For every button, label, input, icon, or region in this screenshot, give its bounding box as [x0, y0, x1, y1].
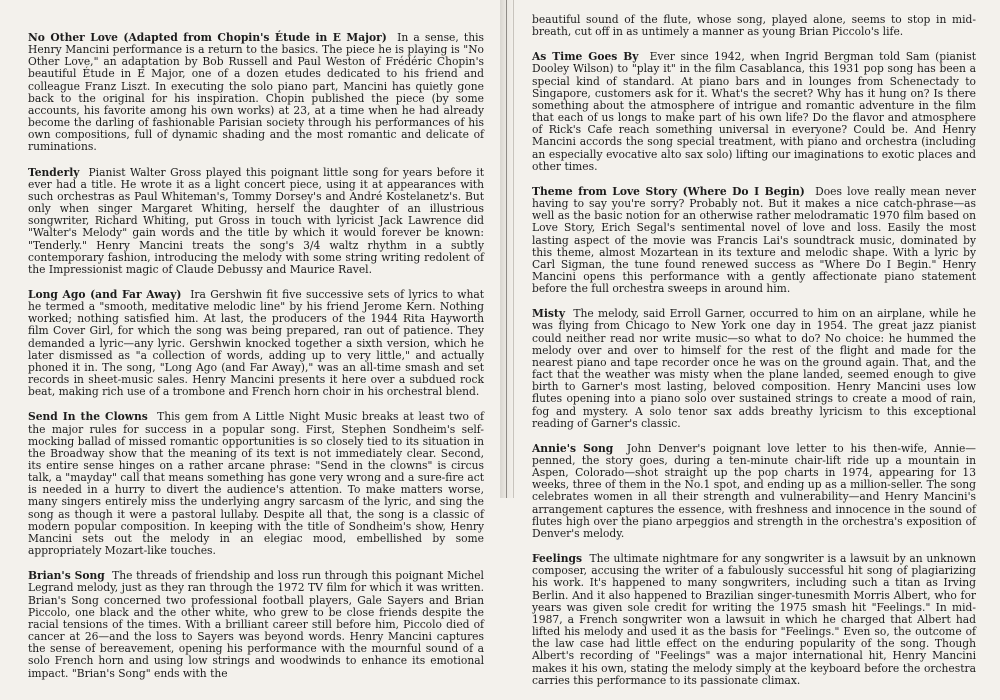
- fold-line: [513, 0, 514, 498]
- song-entry-as-time-goes-by: [532, 51, 976, 173]
- song-notes: This gem from A Little Night Music breaks at least two of the major rules for success in a popular song. First, Stephen Sondheim's self-mocking ballad of missed romantic opportunities is so closely tied to its situation in the Broadway show that the meaning of its text is not immediately clear. Second, its entire sense hinges on a rather arcane phrase: "Send in the clowns" is circus talk, a "mayday" call that means something has gone very wrong and a sure-fire act is needed in a hurry to divert the audience's attention. To make matters worse, many singers entirely miss the underlying angry sarcasm of the lyric, and sing the song as though it were a pastoral lullaby. Despite all that, the song is a classic of modern popular composition. In keeping with the title of Sondheim's show, Henry Mancini sets out the melody in an elegiac mood, embellished by some appropriately Mozart-like touches.: [28, 410, 484, 558]
- song-title: As Time Goes By: [532, 50, 639, 64]
- song-entry-brians-song-continued: [532, 14, 976, 38]
- song-entry-long-ago: [28, 289, 484, 398]
- song-notes: The threads of friendship and loss run through this poignant Michel Legrand melody, just as they ran through the 1972 TV film for which it was written. Brian's Song concerned two professional football players, Gale Sayers and Brian Piccolo, one black and the other white, who grew to be close friends despite the racial tensions of the times. With a brilliant career still before him, Piccolo died of cancer at 26—and the loss to Sayers was beyond words. Henry Mancini captures the sense of bereavement, opening his performance with the mournful sound of a solo French horn and using low strings and woodwinds to enhance its emotional impact. "Brian's Song" ends with the: [28, 569, 484, 680]
- song-title: Theme from Love Story (Where Do I Begin): [532, 184, 805, 198]
- song-notes: Pianist Walter Gross played this poignant little song for years before it ever had a title. He wrote it as a light concert piece, using it at appearances with such orchestras as Paul Whiteman's, Tommy Dorsey's and André Kostelanetz's. But only when singer Margaret Whiting, herself the daughter of an illustrious songwriter, Richard Whiting, put Gross in touch with lyricist Jack Lawrence did "Walter's Melody" gain words and the title by which it would forever be known: "Tenderly." Henry Mancini treats the song's 3/4 waltz rhythm in a subtly contemporary fashion, introducing the melody with some string writing redolent of the Impressionist magic of Claude Debussy and Maurice Ravel.: [28, 165, 484, 276]
- song-entry-annies-song: [532, 443, 976, 540]
- song-title: Long Ago (and Far Away): [28, 287, 182, 301]
- song-entry-misty: [532, 308, 976, 430]
- song-title: Feelings: [532, 552, 582, 566]
- song-entry-love-story: [532, 186, 976, 295]
- song-title: Annie's Song: [532, 441, 614, 455]
- right-page: [532, 14, 976, 700]
- song-notes: Ever since 1942, when Ingrid Bergman told Sam (pianist Dooley Wilson) to "play it" in the film Casablanca, this 1931 pop song has been a special kind of standard. At piano bars and in lounges from Schenectady to Singapore, customers ask for it. What's the secret? Why has it hung on? Is there something about the atmosphere of intrigue and romantic adventure in the film that each of us longs to make part of his own life? Do the flavor and atmosphere of Rick's Cafe reach something universal in everyone? Could be. And Henry Mancini accords the song special treatment, with piano and orchestra (including an especially evocative alto sax solo) lifting our imaginations to exotic places and other times.: [532, 50, 976, 173]
- song-entry-no-other-love: [28, 32, 484, 154]
- song-entry-tenderly: [28, 167, 484, 276]
- song-title: Misty: [532, 307, 566, 321]
- song-entry-send-in-the-clowns: [28, 411, 484, 557]
- song-notes: The ultimate nightmare for any songwriter is a lawsuit by an unknown composer, accusing the writer of a fabulously successful hit song of plagiarizing his work. It's happened to many songwriters, including such a titan as Irving Berlin. And it also happened to Brazilian singer-tunesmith Morris Albert, who for years was given sole credit for writing the 1975 smash hit "Feelings." In mid-1987, a French songwriter won a lawsuit in which he charged that Albert had lifted his melody and used it as the basis for "Feelings." Even so, the outcome of the law case had little effect on the enduring popularity of the song. Though Albert's recording of "Feelings" was a major international hit, Henry Mancini makes it his own, stating the melody simply at the keyboard before the orchestra carries this performance to its passionate climax.: [532, 552, 976, 687]
- song-notes: John Denver's poignant love letter to his then-wife, Annie—penned, the story goes, during a ten-minute chair-lift ride up a mountain in Aspen, Colorado—shot straight up the pop charts in 1974, appearing for 13 weeks, three of them in the No.1 spot, and ending up as a million-seller. The song celebrates women in all their strength and vulnerability—and Henry Mancini's arrangement captures the essence, with freshness and innocence in the sound of flutes high over the piano arpeggios and strength in the orchestra's exposition of Denver's melody.: [532, 441, 976, 540]
- song-notes: In a sense, this Henry Mancini performance is a return to the basics. The piece he is playing is "No Other Love," an adaptation by Bob Russell and Paul Weston of Frédéric Chopin's beautiful Étude in E Major, one of a dozen etudes dedicated to his friend and colleague Franz Liszt. In executing the solo piano part, Mancini has quietly gone back to the original for his inspiration. Chopin published the piece (by some accounts, his favorite among his own works) at 23, at a time when he had already become the darling of fashionable Parisian society through his performances of his own compositions, full of dynamic shading and the most romantic and delicate of ruminations.: [28, 31, 485, 154]
- song-title: Send In the Clowns: [28, 410, 148, 424]
- song-entry-brians-song: [28, 570, 484, 679]
- song-title: Tenderly: [28, 165, 80, 179]
- page-fold: [500, 0, 514, 498]
- song-notes: The melody, said Erroll Garner, occurred to him on an airplane, while he was flying from Chicago to New York one day in 1954. The great jazz pianist could neither read nor write music—so what to do? No choice: he hummed the melody over and over to himself for the rest of the flight and made for the nearest piano and tape recorder once he was on the ground again. That, and the fact that the weather was misty when the plane landed, seemed enough to give birth to Garner's most lasting, beloved composition. Henry Mancini uses low flutes opening into a piano solo over sustained strings to create a mood of rain, fog and mystery. A solo tenor sax adds breathy lyricism to this exceptional reading of Garner's classic.: [532, 307, 976, 430]
- song-notes: beautiful sound of the flute, whose song, played alone, seems to stop in mid-breath, cut off in as untimely a manner as young Brian Piccolo's life.: [532, 13, 976, 39]
- fold-line: [506, 0, 507, 498]
- song-title: No Other Love (Adapted from Chopin's Étude in E Major): [28, 31, 387, 44]
- song-title: Brian's Song: [28, 569, 105, 583]
- left-page: [28, 32, 484, 693]
- song-notes: Does love really mean never having to say you're sorry? Probably not. But it makes a nice catch-phrase—as well as the basic notion for an otherwise rather melodramatic 1970 film based on Love Story, Erich Segal's sentimental novel of love and loss. Easily the most lasting aspect of the movie was Francis Lai's soundtrack music, dominated by this theme, almost Mozartean in its texture and melodic shape. With a lyric by Carl Sigman, the tune found renewed success as "Where Do I Begin." Henry Mancini opens this performance with a gently affectionate piano statement before the full orchestra sweeps in around him.: [532, 184, 976, 296]
- song-notes: Ira Gershwin fit five successive sets of lyrics to what he termed a "smooth, meditative melodic line" by his friend Jerome Kern. Nothing worked; nothing satisfied him. At last, the producers of the 1944 Rita Hayworth film Cover Girl, for which the song was being prepared, ran out of patience. They demanded a lyric—any lyric. Gershwin knocked together a sixth version, which he later dismissed as "a collection of words, adding up to very little," and actually phoned it in. The song, "Long Ago (and Far Away)," was an all-time smash and set records in sheet-music sales. Henry Mancini presents it here over a subdued rock beat, making rich use of a trombone and French horn choir in his orchestral blend.: [28, 287, 484, 399]
- song-entry-feelings: [532, 553, 976, 687]
